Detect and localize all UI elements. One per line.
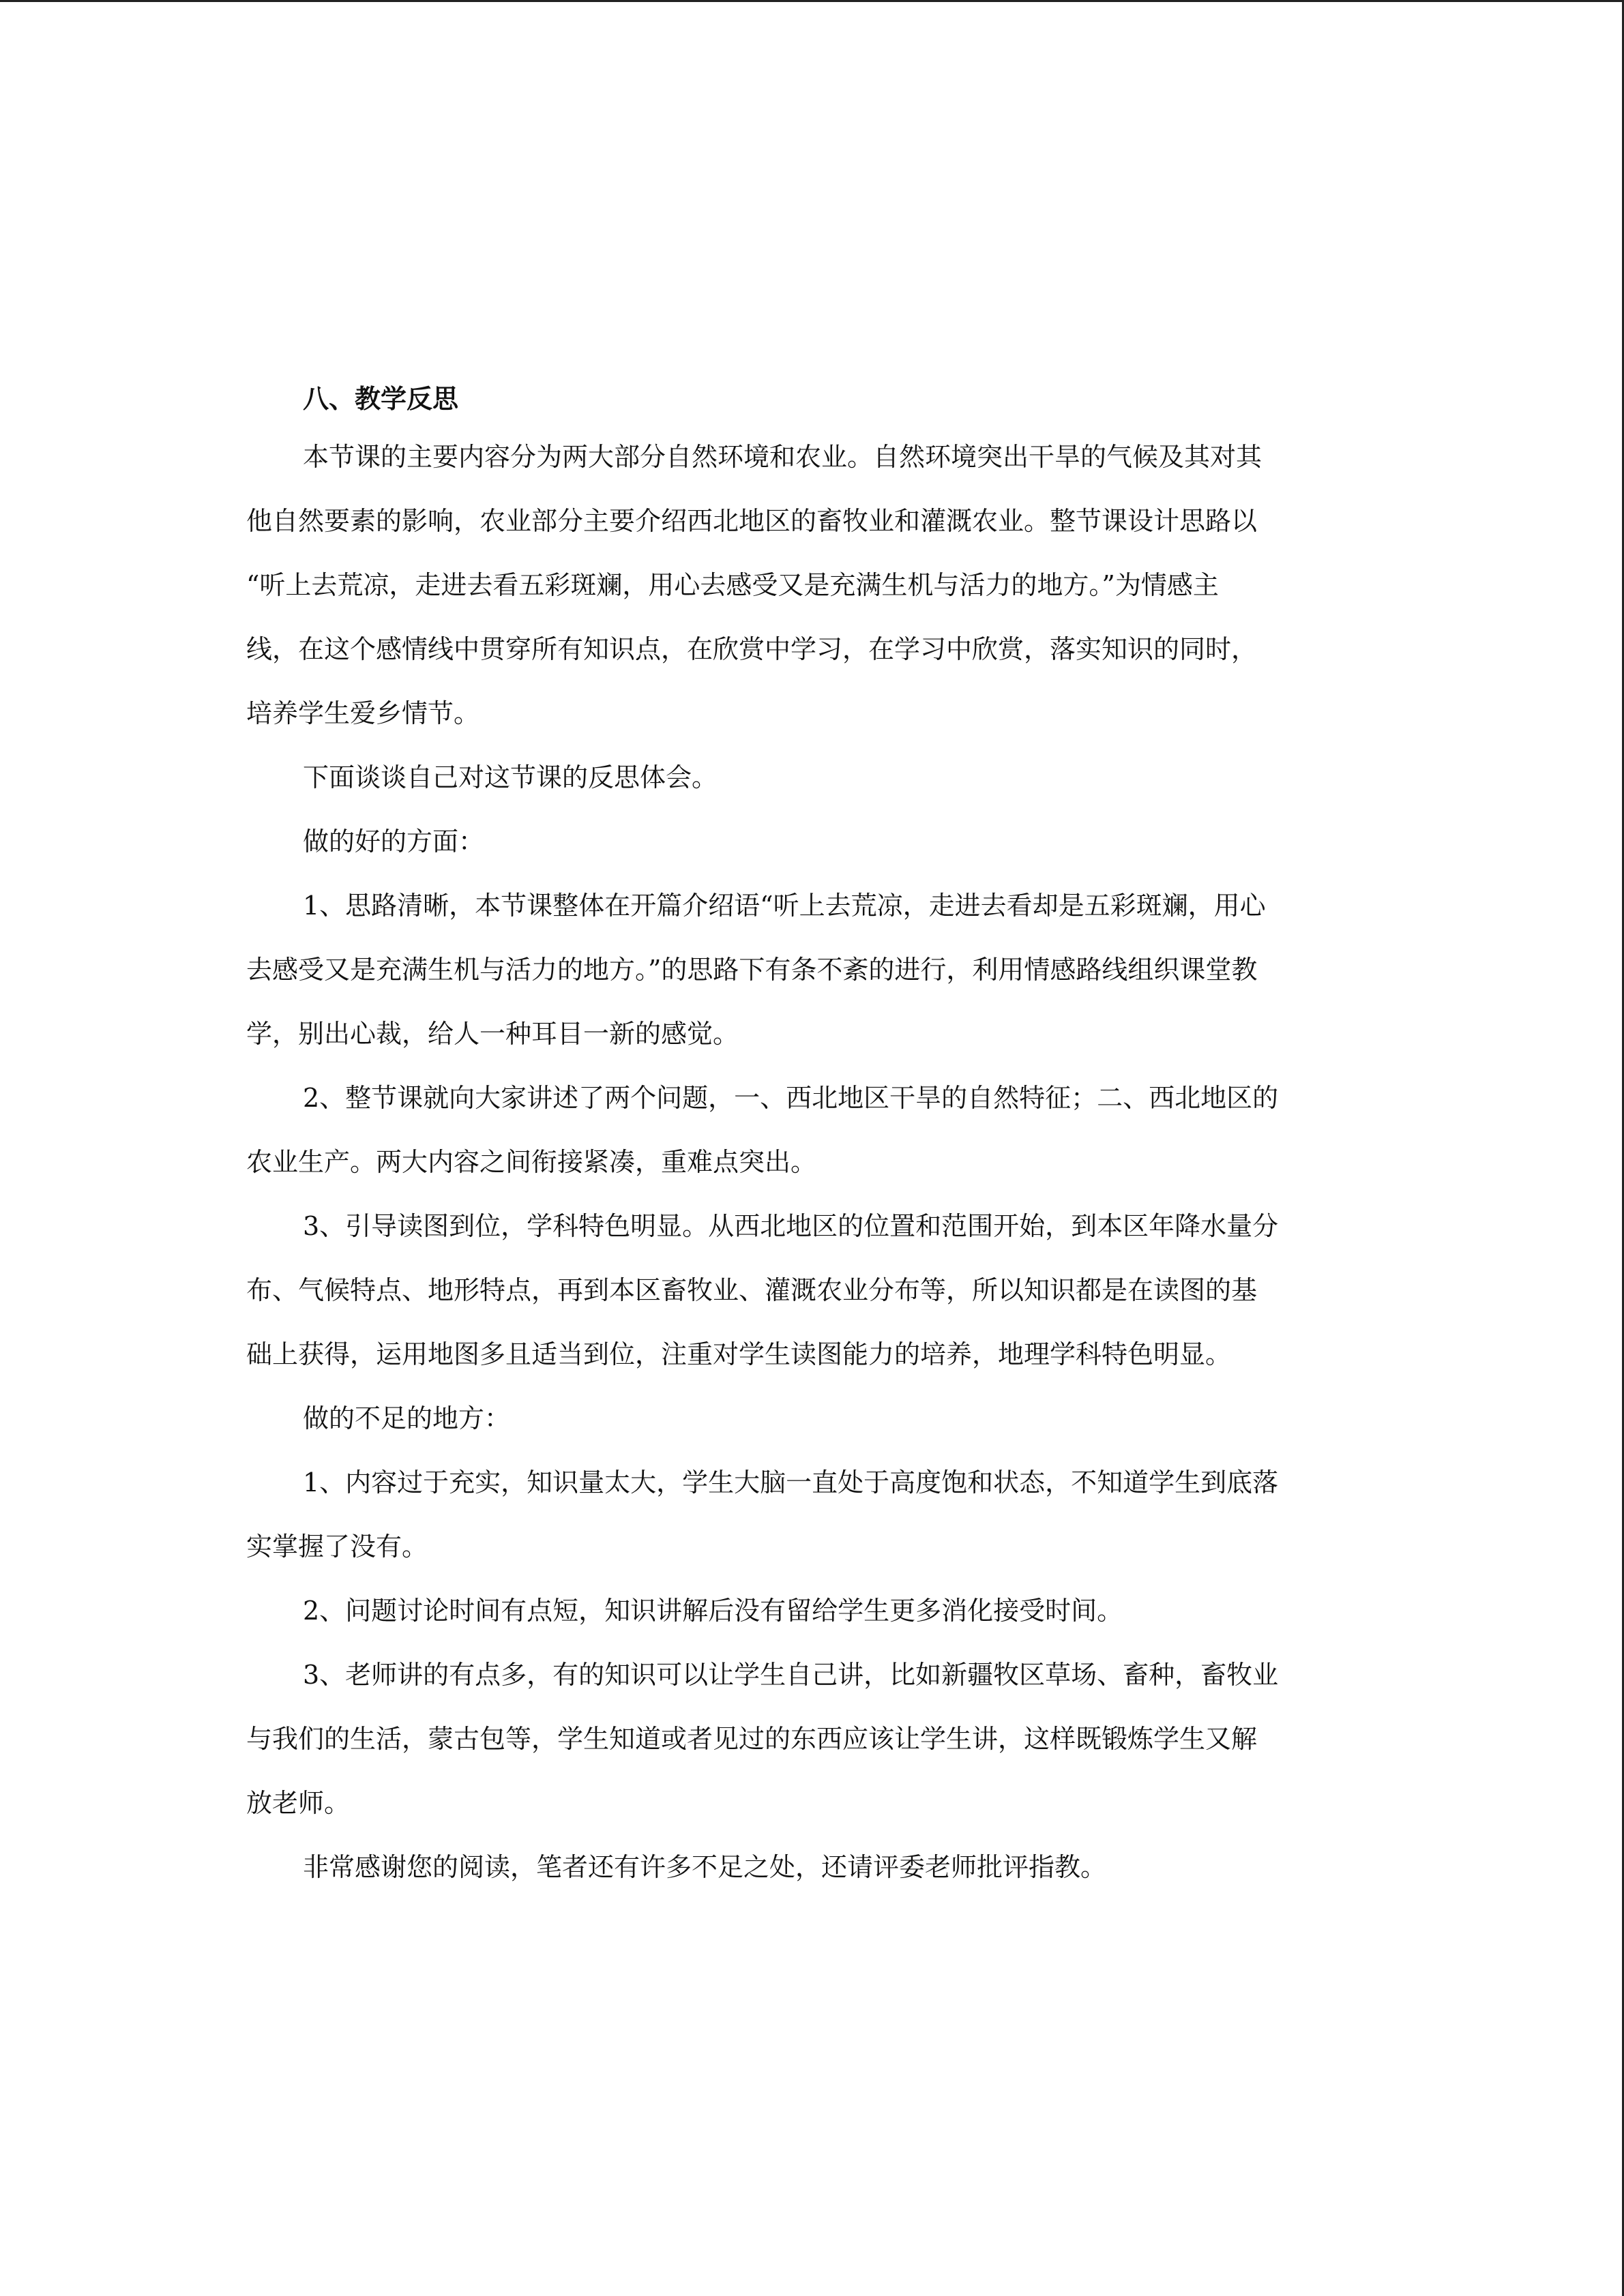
- paragraph-line: 1、思路清晰，本节课整体在开篇介绍语“听上去荒凉，走进去看却是五彩斑斓，用心: [303, 891, 1266, 921]
- paragraph: [246, 1450, 1378, 1579]
- paragraph-line: 3、老师讲的有点多，有的知识可以让学生自己讲，比如新疆牧区草场、畜种，畜牧业: [303, 1660, 1279, 1690]
- paragraph-line: 布、气候特点、地形特点，再到本区畜牧业、灌溉农业分布等，所以知识都是在读图的基: [246, 1275, 1258, 1305]
- section-heading: 八、教学反思: [303, 384, 459, 414]
- paragraph: [246, 1386, 1378, 1450]
- paragraph-line: 做的好的方面：: [303, 826, 485, 856]
- paragraph-line: 农业生产。两大内容之间衔接紧凑，重难点突出。: [246, 1147, 817, 1177]
- paragraph-line: 2、问题讨论时间有点短，知识讲解后没有留给学生更多消化接受时间。: [303, 1596, 1123, 1626]
- paragraph: [246, 809, 1378, 874]
- paragraph-line: 做的不足的地方：: [303, 1403, 511, 1433]
- paragraph-line: 础上获得，运用地图多且适当到位，注重对学生读图能力的培养，地理学科特色明显。: [246, 1339, 1232, 1369]
- paragraph-line: 本节课的主要内容分为两大部分自然环境和农业。自然环境突出干旱的气候及其对其: [303, 442, 1263, 472]
- paragraph: [246, 425, 1378, 745]
- paragraph-line: 2、整节课就向大家讲述了两个问题，一、西北地区干旱的自然特征；二、西北地区的: [303, 1083, 1279, 1113]
- paragraph-list: [246, 425, 1378, 1899]
- paragraph-line: 与我们的生活，蒙古包等，学生知道或者见过的东西应该让学生讲，这样既锻炼学生又解: [246, 1724, 1258, 1754]
- paragraph-line: 放老师。: [246, 1788, 351, 1818]
- paragraph: [246, 874, 1378, 1066]
- paragraph: [246, 1643, 1378, 1835]
- paragraph-line: 下面谈谈自己对这节课的反思体会。: [303, 762, 718, 792]
- paragraph: [246, 1194, 1378, 1386]
- paragraph-line: 培养学生爱乡情节。: [246, 698, 480, 728]
- paragraph-line: 非常感谢您的阅读，笔者还有许多不足之处，还请评委老师批评指教。: [303, 1852, 1107, 1882]
- paragraph-line: 去感受又是充满生机与活力的地方。”的思路下有条不紊的进行，利用情感路线组织课堂教: [246, 955, 1258, 985]
- paragraph-line: 学，别出心裁，给人一种耳目一新的感觉。: [246, 1019, 739, 1049]
- paragraph: [246, 1066, 1378, 1194]
- paragraph-line: 线，在这个感情线中贯穿所有知识点，在欣赏中学习，在学习中欣赏，落实知识的同时，: [246, 634, 1258, 664]
- paragraph: [246, 1579, 1378, 1643]
- paragraph: [246, 1835, 1378, 1899]
- paragraph-line: 1、内容过于充实，知识量太大，学生大脑一直处于高度饱和状态，不知道学生到底落: [303, 1467, 1279, 1497]
- paragraph-line: 他自然要素的影响，农业部分主要介绍西北地区的畜牧业和灌溉农业。整节课设计思路以: [246, 506, 1258, 536]
- paragraph-line: 3、引导读图到位，学科特色明显。从西北地区的位置和范围开始，到本区年降水量分: [303, 1211, 1279, 1241]
- paragraph-line: 实掌握了没有。: [246, 1532, 428, 1562]
- document-body: [246, 374, 1378, 1899]
- paragraph: [246, 745, 1378, 809]
- paragraph-line: “听上去荒凉，走进去看五彩斑斓，用心去感受又是充满生机与活力的地方。”为情感主: [246, 570, 1219, 600]
- page-top-border: [0, 0, 1624, 2]
